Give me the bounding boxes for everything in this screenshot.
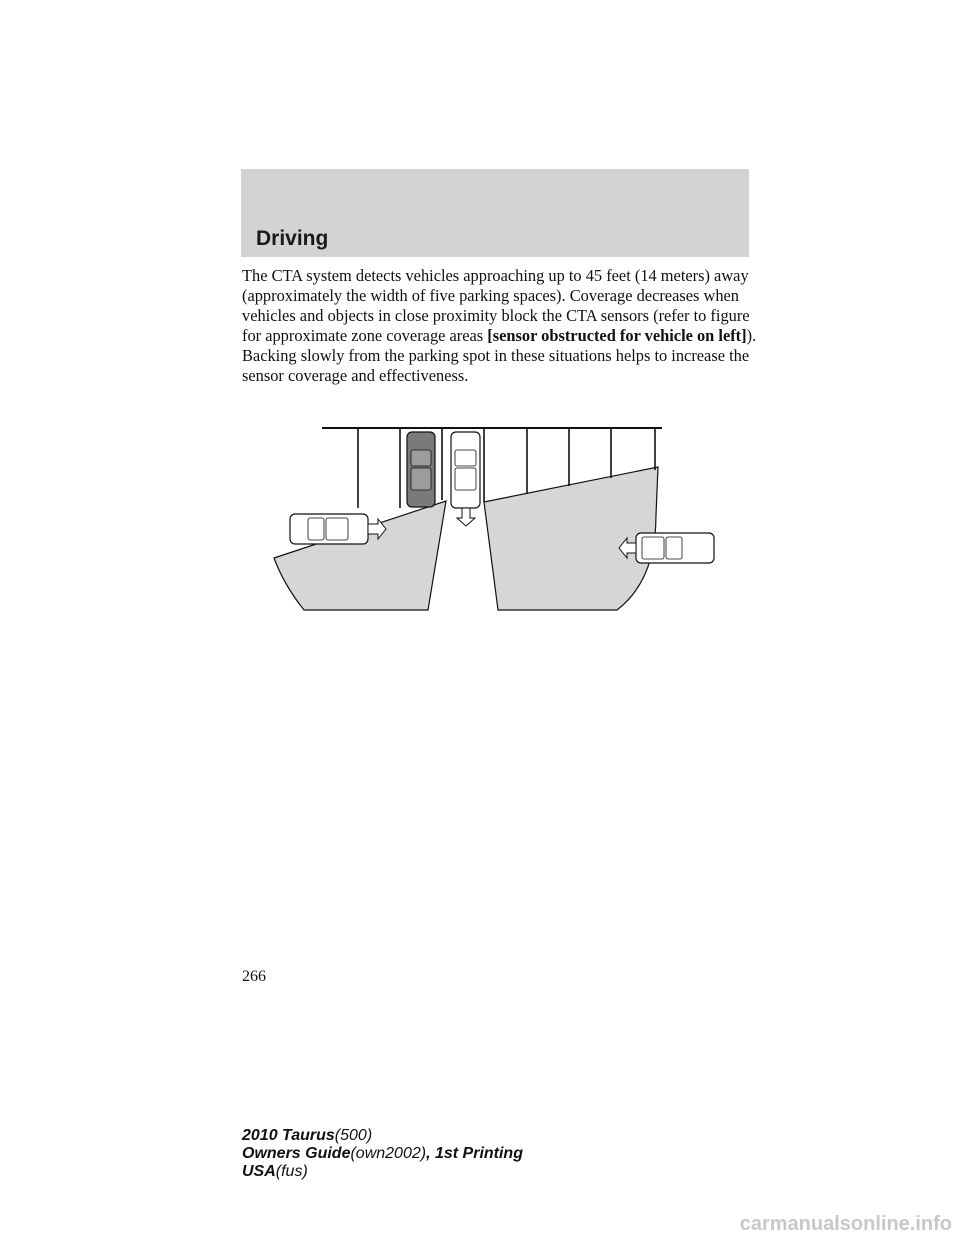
footer-model: 2010 Taurus <box>242 1127 335 1144</box>
right-coverage-zone <box>484 467 658 610</box>
cta-coverage-figure <box>270 420 730 620</box>
footer-market-code: (fus) <box>275 1163 308 1180</box>
parked-car <box>407 432 435 507</box>
body-paragraph <box>242 266 762 386</box>
footer-guide-code: (own2002) <box>350 1145 427 1162</box>
footer <box>242 1127 523 1181</box>
body-text-bold: [sensor obstructed for vehicle on left] <box>487 326 747 345</box>
footer-line-1 <box>242 1127 523 1145</box>
right-approaching-car <box>636 533 714 563</box>
left-approaching-car <box>290 514 368 544</box>
footer-model-code: (500) <box>334 1127 373 1144</box>
body-text-end: ). Backing slowly from the parking spot in these situations helps to increase the sensor coverage and effectiveness. <box>242 326 757 385</box>
footer-line-3 <box>242 1163 523 1181</box>
footer-guide: Owners Guide <box>242 1145 351 1162</box>
reverse-arrow <box>457 508 475 526</box>
footer-market: USA <box>242 1163 276 1180</box>
page-number: 266 <box>242 968 266 985</box>
own-car <box>451 432 480 508</box>
section-title: Driving <box>256 227 329 250</box>
footer-line-2 <box>242 1145 523 1163</box>
watermark: carmanualsonline.info <box>739 1213 952 1235</box>
footer-printing: , 1st Printing <box>426 1145 523 1162</box>
body-text-start: The CTA system detects vehicles approaching up to 45 feet (14 meters) away (approximately the width of five parking spaces). Coverage decreases when vehicles and objects in close proximity block the CTA sensors (refer to figure for approximate zone coverage areas <box>242 266 750 345</box>
section-header <box>241 169 749 257</box>
